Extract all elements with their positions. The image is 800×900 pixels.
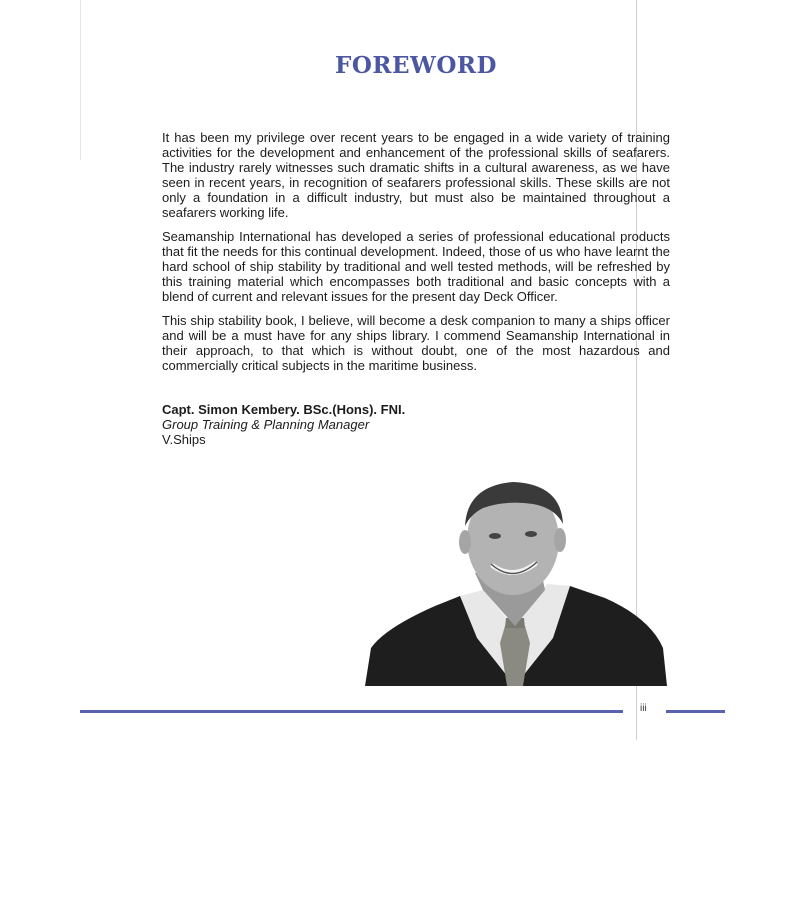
author-portrait [365, 478, 667, 686]
footer-rule [666, 710, 725, 713]
page-number: iii [640, 703, 647, 714]
page-title: FOREWORD [335, 52, 497, 79]
foreword-body [162, 130, 670, 382]
margin-line [80, 0, 81, 160]
signature-name: Capt. Simon Kembery. BSc.(Hons). FNI. [162, 402, 406, 417]
signature-block [162, 402, 562, 447]
footer-rule [80, 710, 623, 713]
signature-role: Group Training & Planning Manager [162, 417, 370, 432]
paragraph: This ship stability book, I believe, will become a desk companion to many a ships officer and will be a must have for any ships library. I commend Seamanship International in their approach, to that which is without doubt, one of the most hazardous and commercially critical subjects in the maritime business. [162, 313, 670, 373]
paragraph: It has been my privilege over recent years to be engaged in a wide variety of training activities for the development and enhancement of the professional skills of seafarers. The industry rarely witnesses such dramatic shifts in a cultural awareness, as we have seen in recent years, in recognition of seafarers professional skills. These skills are not only a foundation in a difficult industry, but must also be maintained throughout a seafarers working life. [162, 130, 670, 220]
signature-organization: V.Ships [162, 432, 206, 447]
paragraph: Seamanship International has developed a series of professional educational products that fit the needs for this continual development. Indeed, those of us who have learnt the hard school of ship stability by traditional and well tested methods, will be refreshed by this training material which encompasses both traditional and basic concepts with a blend of current and relevant issues for the present day Deck Officer. [162, 229, 670, 304]
